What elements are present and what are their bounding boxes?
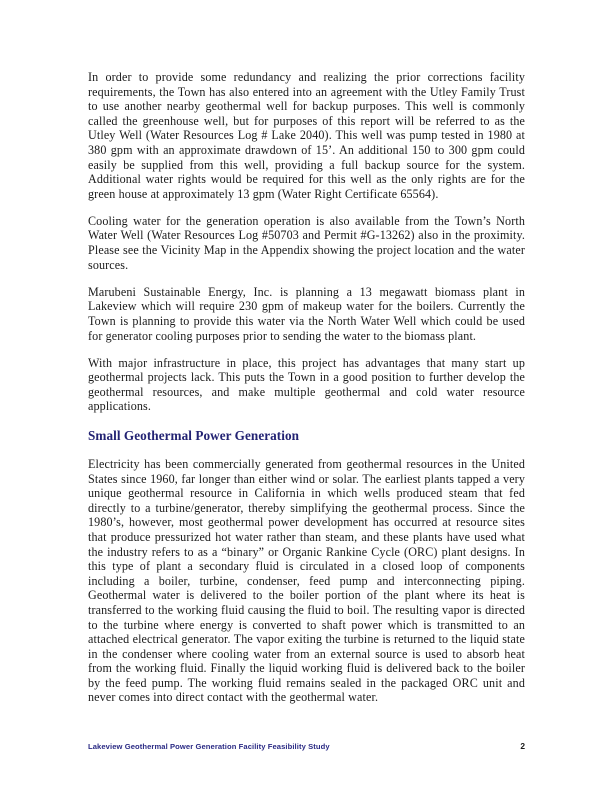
paragraph-infrastructure-advantages: With major infrastructure in place, this project has advantages that many start up geothermal projects lack. This puts the Town in a good position to further develop the geothermal resources, and make multiple geothermal and cold water resource applications.: [88, 355, 525, 414]
section-heading-small-geothermal-power-generation: Small Geothermal Power Generation: [88, 427, 300, 443]
footer-page-number: 2: [520, 741, 525, 751]
paragraph-redundancy-utley-well: In order to provide some redundancy and realizing the prior corrections facility requirements, the Town has also entered into an agreement with the Utley Family Trust to use another nearby geothermal well for backup purposes. This well is commonly called the greenhouse well, but for purposes of this report will be referred to as the Utley Well (Water Resources Log # Lake 2040). This well was pump tested in 1980 at 380 gpm with an approximate drawdown of 15’. An additional 150 to 300 gpm could easily be supplied from this well, providing a full backup source for the system. Additional water rights would be required for this well as the only rights are for the green house at approximately 13 gpm (Water Right Certificate 65564).: [88, 70, 525, 201]
footer-document-title: Lakeview Geothermal Power Generation Facility Feasibility Study: [88, 742, 330, 751]
page-footer: [88, 741, 525, 755]
paragraph-marubeni-biomass-plant: Marubeni Sustainable Energy, Inc. is planning a 13 megawatt biomass plant in Lakeview which will require 230 gpm of makeup water for the boilers. Currently the Town is planning to provide this water via the North Water Well which could be used for generator cooling purposes prior to sending the water to the biomass plant.: [88, 284, 525, 343]
page-content: [88, 70, 525, 718]
paragraph-orc-plant-description: Electricity has been commercially generated from geothermal resources in the United States since 1960, far longer than either wind or solar. The earliest plants tapped a very unique geothermal resource in California in which wells produced steam that fed directly to a turbine/generator, thereby simplifying the geothermal process. Since the 1980’s, however, most geothermal power development has occurred at resource sites that produce pressurized hot water rather than steam, and these plants have used what the industry refers to as a “binary” or Organic Rankine Cycle (ORC) plant designs. In this type of plant a secondary fluid is circulated in a closed loop of components including a boiler, turbine, condenser, feed pump and interconnecting piping. Geothermal water is delivered to the boiler portion of the plant where its heat is transferred to the working fluid causing the fluid to boil. The resulting vapor is directed to the turbine where energy is converted to shaft power which is transmitted to an attached electrical generator. The vapor exiting the turbine is returned to the liquid state in the condenser where cooling water from an external source is used to absorb heat from the working fluid. Finally the liquid working fluid is delivered back to the boiler by the feed pump. The working fluid remains sealed in the packaged ORC unit and never comes into direct contact with the geothermal water.: [88, 456, 525, 705]
paragraph-cooling-water-north-well: Cooling water for the generation operation is also available from the Town’s North Water Well (Water Resources Log #50703 and Permit #G-13262) also in the proximity. Please see the Vicinity Map in the Appendix showing the project location and the water sources.: [88, 213, 525, 272]
